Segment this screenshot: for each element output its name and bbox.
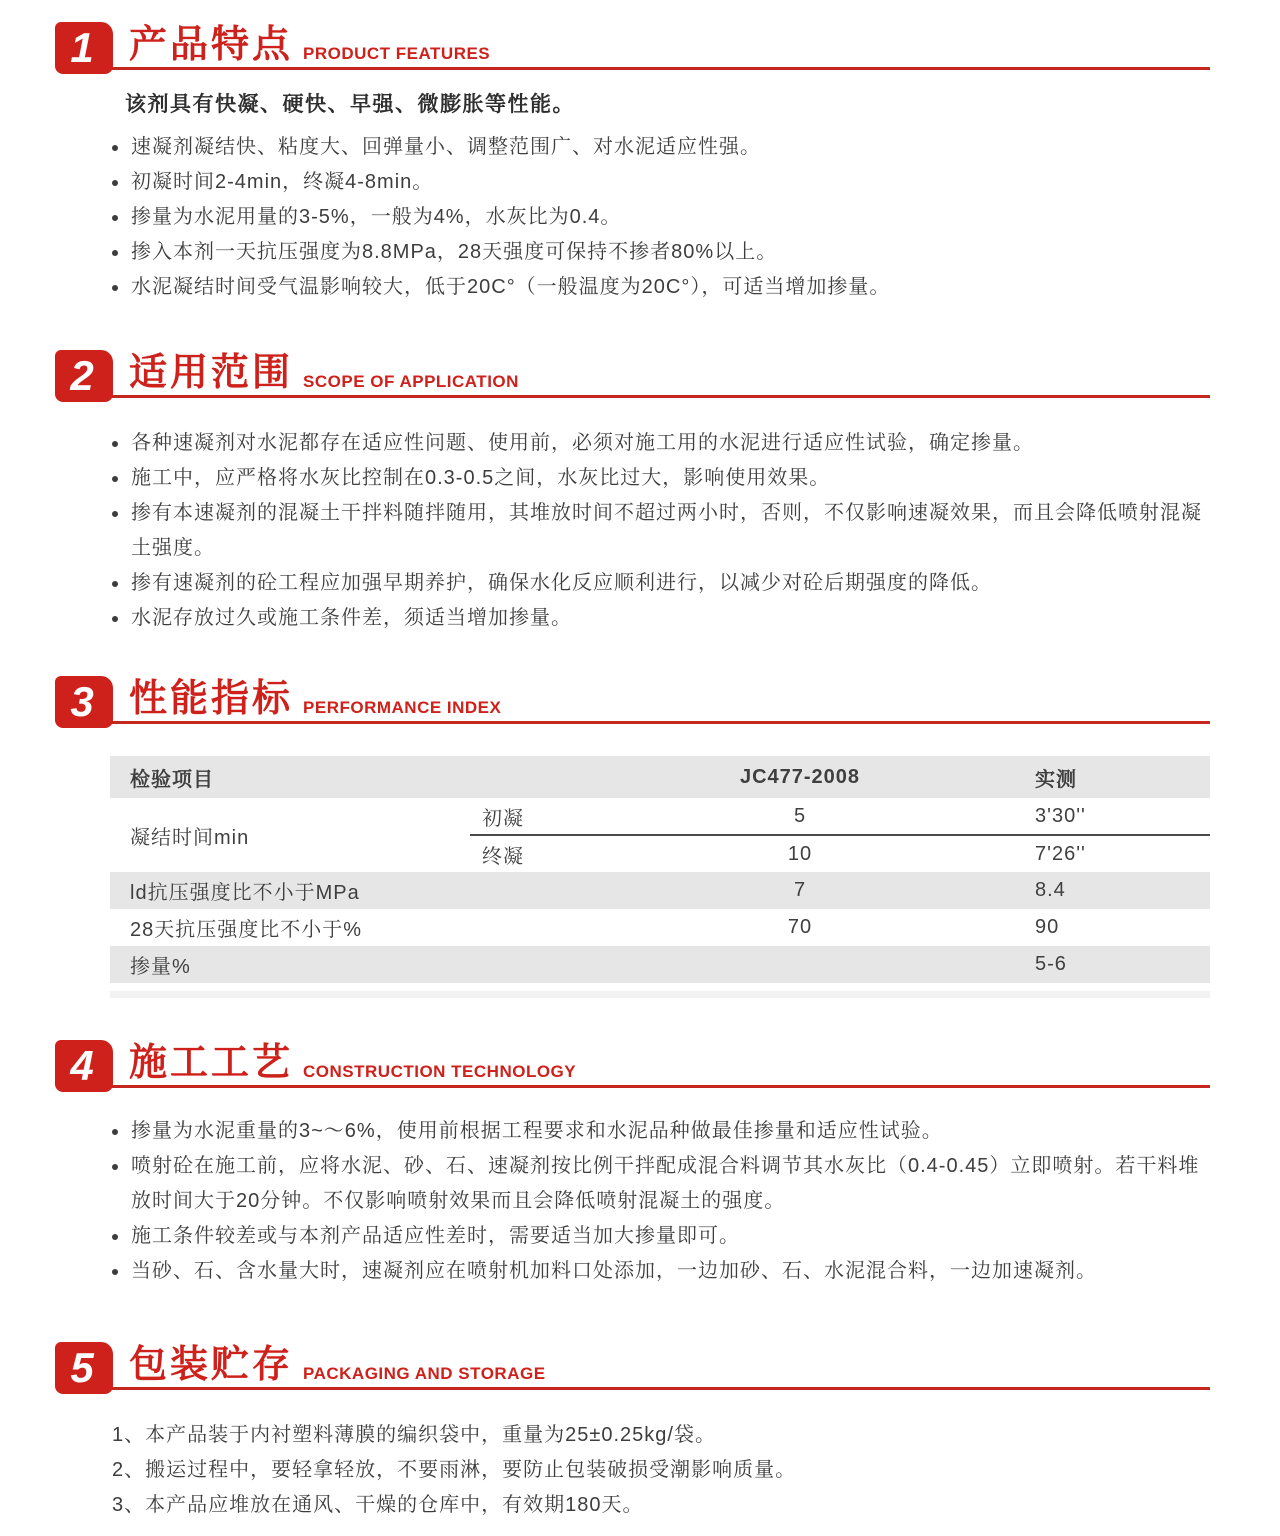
features-intro: 该剂具有快凝、硬快、早强、微膨胀等性能。	[125, 93, 575, 116]
bullet-dot-icon	[112, 1234, 118, 1240]
list-item	[112, 1254, 1210, 1289]
section-4-header	[55, 1040, 1210, 1092]
bullet-dot-icon	[112, 1164, 118, 1170]
cell-item: 28天抗压强度比不小于%	[130, 919, 363, 941]
scope-bullet-list	[112, 426, 1210, 636]
bullet-dot-icon	[112, 511, 118, 517]
cell-item: 掺量%	[110, 946, 600, 983]
section-packaging-storage	[0, 1342, 1280, 1523]
section-underline	[107, 1387, 1210, 1390]
item-text: 3、本产品应堆放在通风、干燥的仓库中，有效期180天。	[112, 1494, 644, 1516]
table-row	[110, 946, 1210, 983]
bullet-text: 掺有本速凝剂的混凝土干拌料随拌随用，其堆放时间不超过两小时，否则，不仅影响速凝效果，而且会降低喷射混凝土强度。	[131, 502, 1202, 559]
list-item	[112, 1418, 1210, 1453]
bullet-text: 掺量为水泥重量的3~～6%，使用前根据工程要求和水泥品种做最佳掺量和适应性试验。	[131, 1120, 943, 1142]
section-5-header	[55, 1342, 1210, 1394]
section-title-zh: 产品特点	[129, 24, 294, 66]
features-bullet-list	[112, 130, 1210, 305]
table-row	[110, 872, 1210, 909]
product-data-sheet	[0, 22, 1280, 1536]
cell-standard: 7	[600, 872, 1000, 909]
bullet-text: 初凝时间2-4min，终凝4-8min。	[131, 171, 434, 193]
section-title-en: PACKAGING AND STORAGE	[303, 1364, 546, 1383]
section-underline	[107, 721, 1210, 724]
bullet-text: 各种速凝剂对水泥都存在适应性问题、使用前，必须对施工用的水泥进行适应性试验，确定掺量。	[131, 432, 1034, 454]
item-text: 1、本产品装于内衬塑料薄膜的编织袋中，重量为25±0.25kg/袋。	[112, 1424, 716, 1446]
section-number-badge	[55, 676, 113, 728]
bullet-dot-icon	[112, 285, 118, 291]
bullet-dot-icon	[112, 145, 118, 151]
list-item	[112, 1453, 1210, 1488]
item-text: 2、搬运过程中，要轻拿轻放，不要雨淋，要防止包装破损受潮影响质量。	[112, 1459, 797, 1481]
list-item	[112, 1114, 1210, 1149]
section-number: 4	[70, 1042, 94, 1089]
section-title-en: PRODUCT FEATURES	[303, 44, 491, 63]
bullet-dot-icon	[112, 1129, 118, 1135]
section-title-en: SCOPE OF APPLICATION	[303, 372, 519, 391]
cell-measured: 90	[1035, 916, 1060, 938]
section-number: 1	[70, 24, 94, 71]
bullet-text: 掺入本剂一天抗压强度为8.8MPa，28天强度可保持不掺者80%以上。	[131, 241, 778, 263]
section-number: 3	[70, 678, 94, 725]
section-title-en: PERFORMANCE INDEX	[303, 698, 502, 717]
section-title-zh: 包装贮存	[129, 1344, 294, 1386]
list-item	[112, 1149, 1210, 1219]
list-item	[112, 130, 1210, 165]
section-product-features	[0, 22, 1280, 305]
list-item	[112, 461, 1210, 496]
bullet-text: 喷射砼在施工前，应将水泥、砂、石、速凝剂按比例干拌配成混合料调节其水灰比（0.4-0.45）立即喷射。若干料堆放时间大于20分钟。不仅影响喷射效果而且会降低喷射混凝土的强度。	[131, 1155, 1200, 1212]
table-row	[110, 909, 1210, 946]
section-title-zh: 适用范围	[129, 352, 294, 394]
bullet-dot-icon	[112, 616, 118, 622]
section-underline	[107, 67, 1210, 70]
section-2-header	[55, 350, 1210, 402]
section-title-zh: 施工工艺	[129, 1042, 294, 1084]
cell-standard: 70	[787, 916, 813, 938]
section-number-badge	[55, 1040, 113, 1092]
list-item	[112, 1219, 1210, 1254]
bullet-text: 当砂、石、含水量大时，速凝剂应在喷射机加料口处添加，一边加砂、石、水泥混合料，一边加速凝剂。	[131, 1260, 1097, 1282]
section-number: 2	[70, 352, 94, 399]
bullet-text: 水泥存放过久或施工条件差，须适当增加掺量。	[131, 607, 572, 629]
list-item	[112, 200, 1210, 235]
list-item	[112, 165, 1210, 200]
cell-standard: 5	[600, 798, 1000, 835]
construction-bullet-list	[112, 1114, 1210, 1289]
list-item	[112, 566, 1210, 601]
cell-standard: 10	[787, 842, 813, 865]
packaging-item-list	[112, 1418, 1210, 1523]
bullet-text: 速凝剂凝结快、粘度大、回弹量小、调整范围广、对水泥适应性强。	[131, 136, 761, 158]
list-item	[112, 601, 1210, 636]
list-item	[112, 496, 1210, 566]
cell-sub-label: 终凝	[482, 845, 524, 868]
bullet-dot-icon	[112, 476, 118, 482]
section-number-badge	[55, 22, 113, 74]
performance-table	[110, 756, 1210, 983]
bullet-text: 施工中，应严格将水灰比控制在0.3-0.5之间，水灰比过大，影响使用效果。	[131, 467, 831, 489]
bullet-dot-icon	[112, 180, 118, 186]
section-title-en: CONSTRUCTION TECHNOLOGY	[303, 1062, 577, 1081]
section-1-header	[55, 22, 1210, 74]
section-underline	[107, 395, 1210, 398]
cell-item: 凝结时间min	[130, 826, 250, 849]
list-item	[112, 235, 1210, 270]
cell-measured: 7'26''	[1035, 842, 1086, 865]
cell-measured: 5-6	[1000, 946, 1210, 983]
cell-item: ld抗压强度比不小于MPa	[110, 872, 600, 909]
section-performance-index	[0, 676, 1280, 998]
bullet-text: 掺有速凝剂的砼工程应加强早期养护，确保水化反应顺利进行，以减少对砼后期强度的降低。	[131, 572, 992, 594]
cell-sub-label: 初凝	[470, 798, 600, 835]
cell-measured: 8.4	[1000, 872, 1210, 909]
bullet-dot-icon	[112, 581, 118, 587]
section-3-header	[55, 676, 1210, 728]
section-scope-of-application	[0, 350, 1280, 636]
table-header-row	[110, 756, 1210, 798]
bullet-dot-icon	[112, 1269, 118, 1275]
bullet-text: 掺量为水泥用量的3-5%，一般为4%，水灰比为0.4。	[131, 206, 622, 228]
section-underline	[107, 1085, 1210, 1088]
list-item	[112, 1488, 1210, 1523]
table-bottom-strip	[110, 991, 1210, 998]
section-number: 5	[70, 1344, 94, 1391]
list-item	[112, 270, 1210, 305]
section-title-zh: 性能指标	[129, 678, 294, 720]
cell-standard	[600, 946, 1000, 983]
bullet-text: 施工条件较差或与本剂产品适应性差时，需要适当加大掺量即可。	[131, 1225, 740, 1247]
header-spacer	[470, 756, 600, 798]
section-construction-technology	[0, 1040, 1280, 1289]
header-item: 检验项目	[110, 756, 470, 798]
bullet-dot-icon	[112, 250, 118, 256]
section-number-badge	[55, 1342, 113, 1394]
bullet-dot-icon	[112, 215, 118, 221]
header-measured: 实测	[1000, 756, 1210, 798]
list-item	[112, 426, 1210, 461]
table-row	[110, 798, 1210, 835]
bullet-text: 水泥凝结时间受气温影响较大，低于20C°（一般温度为20C°），可适当增加掺量。	[131, 276, 891, 298]
cell-measured: 3'30''	[1000, 798, 1210, 835]
bullet-dot-icon	[112, 441, 118, 447]
section-number-badge	[55, 350, 113, 402]
header-standard: JC477-2008	[600, 756, 1000, 798]
